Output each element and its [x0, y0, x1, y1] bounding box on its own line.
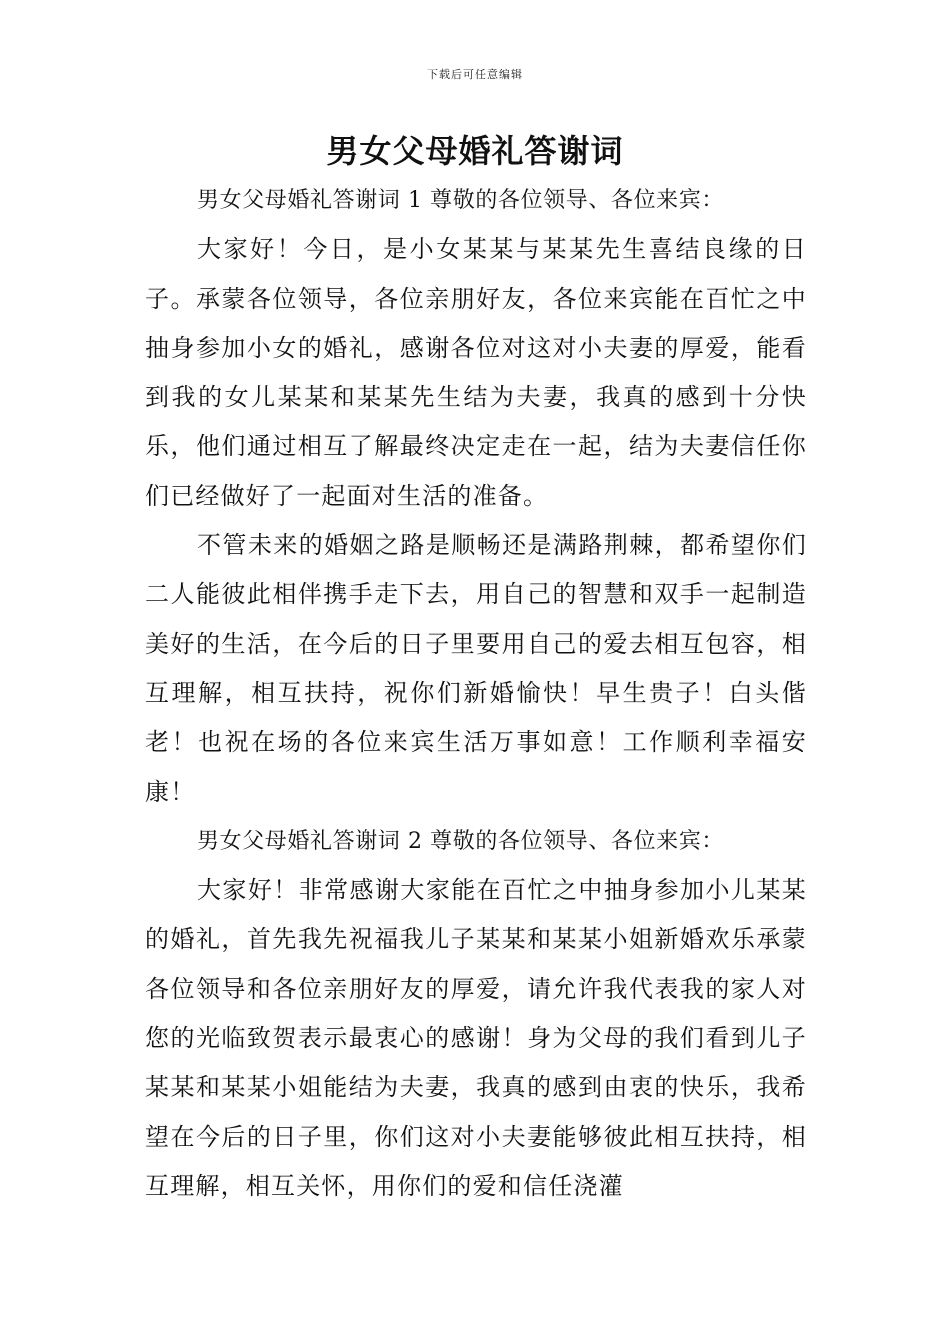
paragraph-4-heading: 男女父母婚礼答谢词 2 尊敬的各位领导、各位来宾：	[197, 828, 724, 854]
document-body	[145, 176, 807, 1211]
paragraph-1-heading: 男女父母婚礼答谢词 1 尊敬的各位领导、各位来宾：	[197, 188, 724, 213]
header-note: 下载后可任意编辑	[427, 68, 523, 81]
paragraph-3: 不管未来的婚姻之路是顺畅还是满路荆棘，都希望你们二人能彼此相伴携手走下去，用自己的智慧和双手一起制造美好的生活，在今后的日子里要用自己的爱去相互包容，相互理解，相互扶持，祝你们新婚愉快！早生贵子！白头偕老！也祝在场的各位来宾生活万事如意！工作顺利幸福安康！	[145, 531, 807, 806]
paragraph-5: 大家好！非常感谢大家能在百忙之中抽身参加小儿某某的婚礼，首先我先祝福我儿子某某和某某小姐新婚欢乐承蒙各位领导和各位亲朋好友的厚爱，请允许我代表我的家人对您的光临致贺表示最衷心的感谢！身为父母的我们看到儿子某某和某某小姐能结为夫妻，我真的感到由衷的快乐，我希望在今后的日子里，你们这对小夫妻能够彼此相互扶持，相互理解，相互关怀，用你们的爱和信任浇灌	[145, 876, 807, 1200]
page-title: 男女父母婚礼答谢词	[326, 132, 624, 170]
paragraph-2: 大家好！今日，是小女某某与某某先生喜结良缘的日子。承蒙各位领导，各位亲朋好友，各位来宾能在百忙之中抽身参加小女的婚礼，感谢各位对这对小夫妻的厚爱，能看到我的女儿某某和某某先生结为夫妻，我真的感到十分快乐，他们通过相互了解最终决定走在一起，结为夫妻信任你们已经做好了一起面对生活的准备。	[145, 235, 807, 510]
